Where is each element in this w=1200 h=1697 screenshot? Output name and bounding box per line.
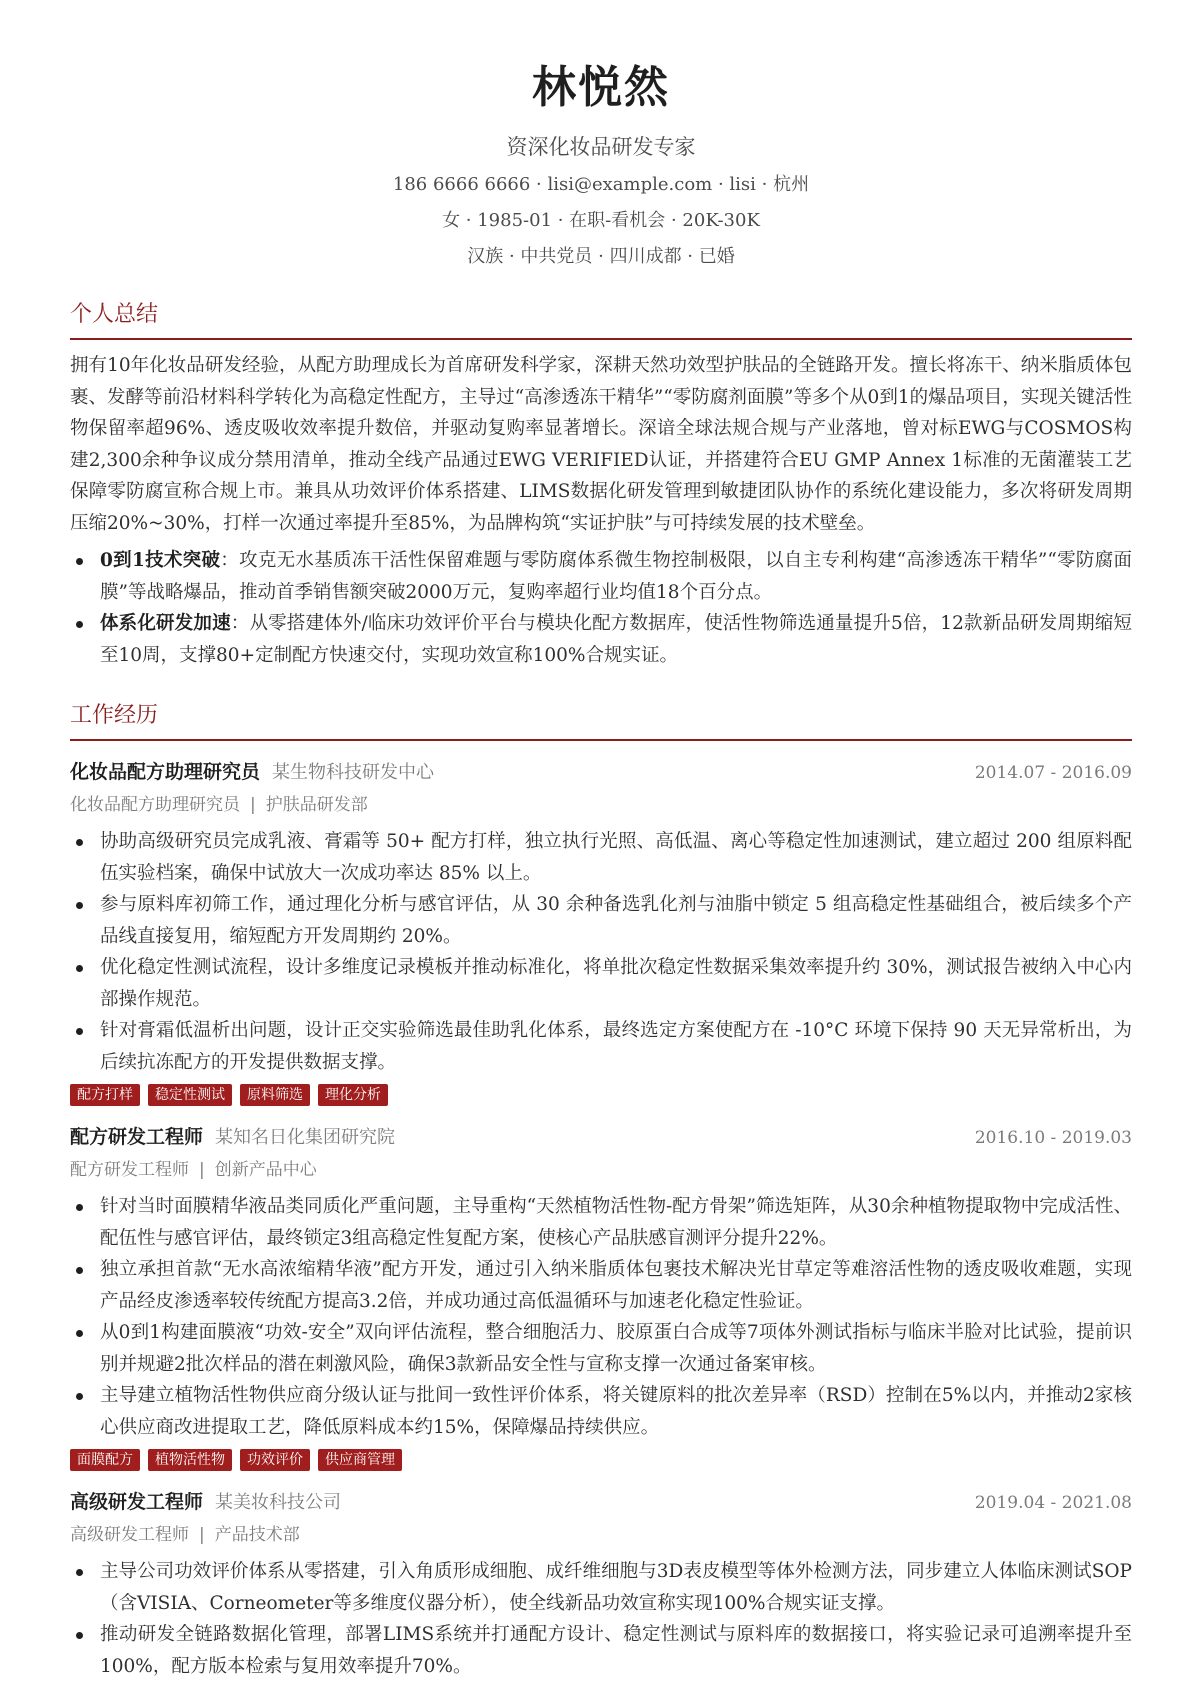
job-bullets xyxy=(70,826,1132,1078)
job-bullet: 推动研发全链路数据化管理，部署LIMS系统并打通配方设计、稳定性测试与原料库的数据接口，将实验记录可追溯率提升至100%，配方版本检索与复用效率提升70%。 xyxy=(70,1619,1132,1682)
skill-tag: 功效评价 xyxy=(240,1449,310,1471)
resume-page xyxy=(70,0,1132,1682)
resume-header xyxy=(70,58,1132,270)
skill-tag: 面膜配方 xyxy=(70,1449,140,1471)
highlight-text: ：从零搭建体外/临床功效评价平台与模块化配方数据库，使活性物筛选通量提升5倍，12款新品研发周期缩短至10周，支撑80+定制配方快速交付，实现功效宣称100%合规实证。 xyxy=(100,613,1132,666)
job-subtitle xyxy=(70,1520,1132,1550)
job-entry xyxy=(70,757,1132,1106)
summary-paragraph: 拥有10年化妆品研发经验，从配方助理成长为首席研发科学家，深耕天然功效型护肤品的全链路开发。擅长将冻干、纳米脂质体包裹、发酵等前沿材料科学转化为高稳定性配方，主导过“高渗透冻干精华”“零防腐剂面膜”等多个从0到1的爆品项目，实现关键活性物保留率超96%、透皮吸收效率提升数倍，并驱动复购率显著增长。深谙全球法规合规与产业落地，曾对标EWG与COSMOS构建2,300余种争议成分禁用清单，推动全线产品通过EWG VERIFIED认证，并搭建符合EU GMP Annex 1标准的无菌灌装工艺保障零防腐宣称合规上市。兼具从功效评价体系搭建、LIMS数据化研发管理到敏捷团队协作的系统化建设能力，多次将研发周期压缩20%~30%，打样一次通过率提升至85%，为品牌构筑“实证护肤”与可持续发展的技术壁垒。 xyxy=(70,355,1132,534)
job-entry xyxy=(70,1487,1132,1682)
skill-tag: 稳定性测试 xyxy=(148,1084,232,1106)
skill-tag: 配方打样 xyxy=(70,1084,140,1106)
contact-line: 186 6666 6666 · lisi@example.com · lisi · 杭州 xyxy=(392,174,810,195)
job-bullet: 参与原料库初筛工作，通过理化分析与感官评估，从 30 余种备选乳化剂与油脂中锁定 5 组高稳定性基础组合，被后续多个产品线直接复用，缩短配方开发周期约 20%。 xyxy=(70,889,1132,952)
job-bullet: 优化稳定性测试流程，设计多维度记录模板并推动标准化，将单批次稳定性数据采集效率提升约 30%，测试报告被纳入中心内部操作规范。 xyxy=(70,952,1132,1015)
job-bullet: 主导建立植物活性物供应商分级认证与批间一致性评价体系，将关键原料的批次差异率（RSD）控制在5%以内，并推动2家核心供应商改进提取工艺，降低原料成本约15%，保障爆品持续供应。 xyxy=(70,1380,1132,1443)
summary-section xyxy=(70,300,1132,671)
job-role: 高级研发工程师 xyxy=(70,1525,189,1545)
job-date: 2016.10 - 2019.03 xyxy=(974,1128,1132,1148)
skill-tag: 供应商管理 xyxy=(318,1449,402,1471)
job-bullet: 独立承担首款“无水高浓缩精华液”配方开发，通过引入纳米脂质体包裹技术解决光甘草定等难溶活性物的透皮吸收难题，实现产品经皮渗透率较传统配方提高3.2倍，并成功通过高低温循环与加速老化稳定性验证。 xyxy=(70,1254,1132,1317)
job-department: 护肤品研发部 xyxy=(265,795,368,815)
job-subtitle xyxy=(70,1155,1132,1185)
highlight-label: 0到1技术突破 xyxy=(100,550,221,571)
job-company: 某美妆科技公司 xyxy=(215,1492,342,1513)
job-title: 化妆品配方助理研究员 xyxy=(70,761,261,783)
job-bullet: 针对当时面膜精华液品类同质化严重问题，主导重构“天然植物活性物-配方骨架”筛选矩阵，从30余种植物提取物中完成活性、配伍性与感官评估，最终锁定3组高稳定性复配方案，使核心产品肤感盲测评分提升22%。 xyxy=(70,1191,1132,1254)
job-entry xyxy=(70,1122,1132,1471)
skill-tag: 原料筛选 xyxy=(240,1084,310,1106)
job-bullet: 主导公司功效评价体系从零搭建，引入角质形成细胞、成纤维细胞与3D表皮模型等体外检测方法，同步建立人体临床测试SOP（含VISIA、Corneometer等多维度仪器分析），使全线新品功效宣称实现100%合规实证支撑。 xyxy=(70,1556,1132,1619)
candidate-name: 林悦然 xyxy=(532,62,670,113)
job-bullet: 从0到1构建面膜液“功效-安全”双向评估流程，整合细胞活力、胶原蛋白合成等7项体外测试指标与临床半脸对比试验，提前识别并规避2批次样品的潜在刺激风险，确保3款新品安全性与宣称支撑一次通过备案审核。 xyxy=(70,1317,1132,1380)
extra-info-line: 汉族 · 中共党员 · 四川成都 · 已婚 xyxy=(467,246,735,267)
job-company: 某知名日化集团研究院 xyxy=(215,1127,396,1148)
job-subtitle xyxy=(70,790,1132,820)
job-date: 2019.04 - 2021.08 xyxy=(974,1493,1132,1513)
highlight-text: ：攻克无水基质冻干活性保留难题与零防腐体系微生物控制极限，以自主专利构建“高渗透冻干精华”“零防腐面膜”等战略爆品，推动首季销售额突破2000万元，复购率超行业均值18个百分点。 xyxy=(100,550,1132,603)
experience-section xyxy=(70,701,1132,1682)
job-subtitle-separator: | xyxy=(199,1160,205,1180)
job-bullet: 针对膏霜低温析出问题，设计正交实验筛选最佳助乳化体系，最终选定方案使配方在 -10°C 环境下保持 90 天无异常析出，为后续抗冻配方的开发提供数据支撑。 xyxy=(70,1015,1132,1078)
basic-info-line: 女 · 1985-01 · 在职-看机会 · 20K-30K xyxy=(442,210,760,231)
job-bullet: 协助高级研究员完成乳液、膏霜等 50+ 配方打样，独立执行光照、高低温、离心等稳定性加速测试，建立超过 200 组原料配伍实验档案，确保中试放大一次成功率达 85% 以上。 xyxy=(70,826,1132,889)
job-bullets xyxy=(70,1556,1132,1682)
highlight-item xyxy=(70,608,1132,671)
section-title-summary: 个人总结 xyxy=(70,300,1132,340)
skill-tag: 植物活性物 xyxy=(148,1449,232,1471)
highlight-item xyxy=(70,545,1132,608)
job-subtitle-separator: | xyxy=(250,795,256,815)
job-tags xyxy=(70,1084,1132,1106)
job-department: 创新产品中心 xyxy=(214,1160,317,1180)
job-title: 配方研发工程师 xyxy=(70,1126,204,1148)
job-title: 高级研发工程师 xyxy=(70,1491,204,1513)
job-date: 2014.07 - 2016.09 xyxy=(974,763,1132,783)
job-subtitle-separator: | xyxy=(199,1525,205,1545)
job-bullets xyxy=(70,1191,1132,1443)
job-role: 配方研发工程师 xyxy=(70,1160,189,1180)
section-title-experience: 工作经历 xyxy=(70,701,1132,741)
job-company: 某生物科技研发中心 xyxy=(272,762,435,783)
job-header xyxy=(70,1122,1132,1153)
highlight-label: 体系化研发加速 xyxy=(100,613,231,634)
job-tags xyxy=(70,1449,1132,1471)
job-header xyxy=(70,757,1132,788)
job-role: 化妆品配方助理研究员 xyxy=(70,795,240,815)
job-department: 产品技术部 xyxy=(214,1525,300,1545)
skill-tag: 理化分析 xyxy=(318,1084,388,1106)
summary-highlights xyxy=(70,545,1132,671)
candidate-title: 资深化妆品研发专家 xyxy=(506,135,696,159)
job-header xyxy=(70,1487,1132,1518)
